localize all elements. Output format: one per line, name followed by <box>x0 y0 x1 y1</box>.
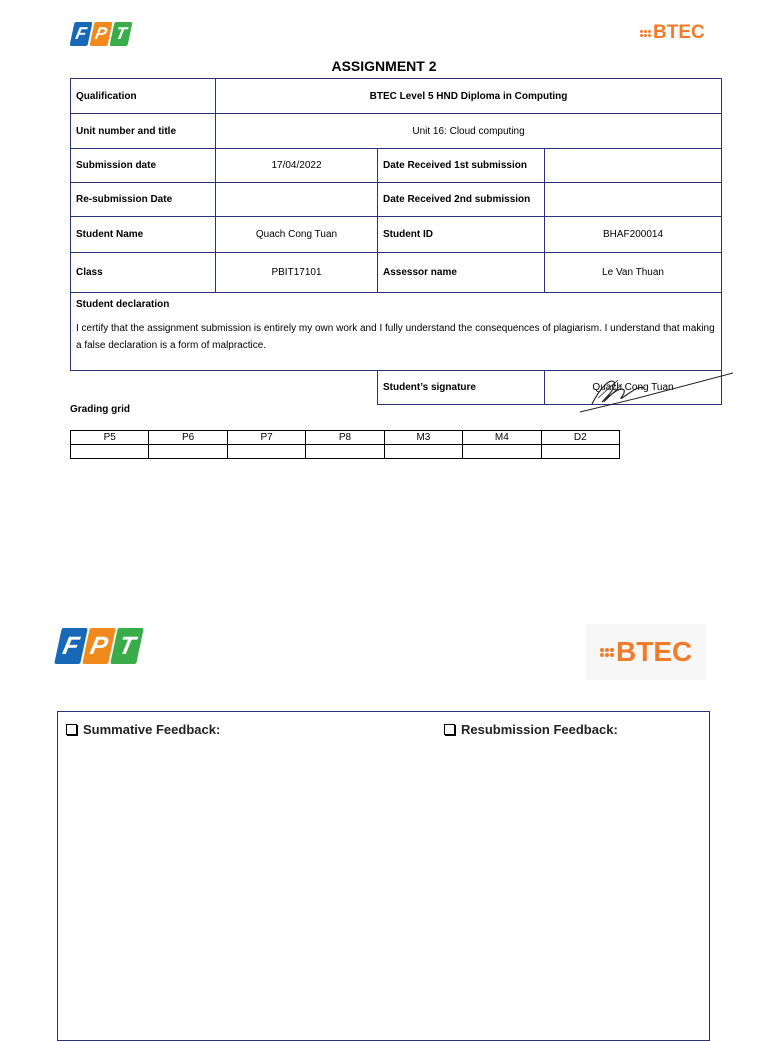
declaration-title: Student declaration <box>76 299 170 310</box>
grading-value-row <box>71 445 620 459</box>
assessor-value: Le Van Thuan <box>545 253 722 293</box>
fpt-logo-large-t: T <box>110 628 144 664</box>
unit-value: Unit 16: Cloud computing <box>216 114 722 149</box>
grade-header-m4: M4 <box>463 431 541 445</box>
assignment-info-table <box>70 78 722 405</box>
date-received-1-label: Date Received 1st submission <box>378 149 545 183</box>
grade-header-m3: M3 <box>384 431 462 445</box>
resubmission-date-label: Re-submission Date <box>71 183 216 217</box>
assessor-label: Assessor name <box>378 253 545 293</box>
grade-header-p7: P7 <box>227 431 305 445</box>
grading-grid-label: Grading grid <box>70 404 130 415</box>
resubmission-feedback <box>444 722 618 737</box>
grade-cell-p6 <box>149 445 227 459</box>
student-id-label: Student ID <box>378 217 545 253</box>
fpt-logo-p: P <box>89 22 112 46</box>
signature-value: Quach Cong Tuan <box>545 371 722 405</box>
summative-checkbox-icon[interactable] <box>66 724 77 735</box>
student-declaration <box>71 293 722 371</box>
student-id-value: BHAF200014 <box>545 217 722 253</box>
summative-feedback <box>66 722 220 737</box>
feedback-box <box>57 711 710 1041</box>
qualification-label: Qualification <box>71 79 216 114</box>
btec-logo-large-panel <box>586 624 706 680</box>
unit-label: Unit number and title <box>71 114 216 149</box>
grade-header-p8: P8 <box>306 431 384 445</box>
grade-header-d2: D2 <box>541 431 619 445</box>
grade-cell-d2 <box>541 445 619 459</box>
grade-cell-p7 <box>227 445 305 459</box>
fpt-logo-large-p: P <box>82 628 116 664</box>
declaration-text: I certify that the assignment submission is entirely my own work and I fully understand the consequences of plagiarism. I understand that making a false declaration is a form of malpractice. <box>76 323 715 351</box>
date-received-2-label: Date Received 2nd submission <box>378 183 545 217</box>
date-received-1-value <box>545 149 722 183</box>
grade-header-p6: P6 <box>149 431 227 445</box>
class-value: PBIT17101 <box>216 253 378 293</box>
fpt-logo-t: T <box>109 22 132 46</box>
submission-date-label: Submission date <box>71 149 216 183</box>
student-name-value: Quach Cong Tuan <box>216 217 378 253</box>
btec-logo-large <box>600 636 692 668</box>
grading-header-row <box>71 431 620 445</box>
summative-feedback-label: Summative Feedback: <box>83 722 221 737</box>
grade-cell-m4 <box>463 445 541 459</box>
grade-header-p5: P5 <box>71 431 149 445</box>
qualification-value: BTEC Level 5 HND Diploma in Computing <box>216 79 722 114</box>
submission-date-value: 17/04/2022 <box>216 149 378 183</box>
grade-cell-p8 <box>306 445 384 459</box>
fpt-logo-f: F <box>69 22 92 46</box>
btec-logo-large-text: BTEC <box>616 636 693 667</box>
resubmission-checkbox-icon[interactable] <box>444 724 455 735</box>
signature-spacer <box>71 371 378 405</box>
grading-grid-table <box>70 430 620 459</box>
date-received-2-value <box>545 183 722 217</box>
fpt-logo-large <box>54 628 144 664</box>
btec-dots-icon <box>640 30 651 37</box>
fpt-logo-large-f: F <box>54 628 88 664</box>
btec-logo <box>640 22 705 44</box>
resubmission-date-value <box>216 183 378 217</box>
class-label: Class <box>71 253 216 293</box>
grade-cell-p5 <box>71 445 149 459</box>
fpt-logo <box>69 22 132 46</box>
student-name-label: Student Name <box>71 217 216 253</box>
grade-cell-m3 <box>384 445 462 459</box>
page-title: ASSIGNMENT 2 <box>331 58 437 74</box>
btec-logo-text: BTEC <box>653 22 705 43</box>
handwritten-signature <box>578 368 738 416</box>
btec-large-dots-icon <box>600 648 614 657</box>
resubmission-feedback-label: Resubmission Feedback: <box>461 722 618 737</box>
signature-label: Student’s signature <box>378 371 545 405</box>
